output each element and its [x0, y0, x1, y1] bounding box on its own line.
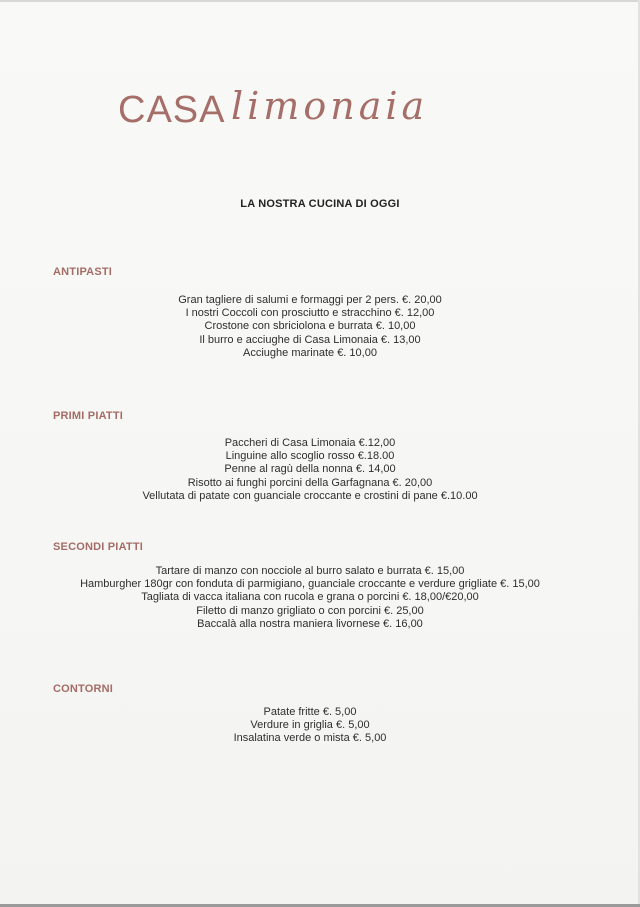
menu-item: Baccalà alla nostra maniera livornese €. 16,00 [197, 617, 423, 630]
section-title-antipasti: ANTIPASTI [53, 266, 113, 278]
section-title-secondi: SECONDI PIATTI [53, 541, 143, 553]
menu-item: Acciughe marinate €. 10,00 [243, 346, 377, 359]
menu-item: Risotto ai funghi porcini della Garfagnana €. 20,00 [187, 476, 433, 489]
menu-item: Paccheri di Casa Limonaia €.12,00 [224, 437, 396, 449]
section-title-primi: PRIMI PIATTI [53, 410, 124, 422]
menu-item: Insalatina verde o mista €. 5,00 [233, 732, 387, 745]
menu-item: Il burro e acciughe di Casa Limonaia €. 13,00 [199, 333, 421, 346]
menu-item: Patate fritte €. 5,00 [263, 706, 357, 718]
section-items-primi [0, 437, 620, 503]
section-items-secondi [0, 565, 620, 631]
menu-item: Gran tagliere di salumi e formaggi per 2 pers. €. 20,00 [178, 294, 442, 306]
top-border [0, 0, 640, 2]
menu-item: I nostri Coccoli con prosciutto e stracchino €. 12,00 [185, 307, 435, 320]
menu-item: Verdure in griglia €. 5,00 [250, 719, 370, 732]
menu-item: Filetto di manzo grigliato o con porcini €. 25,00 [196, 604, 424, 617]
menu-item: Penne al ragù della nonna €. 14,00 [224, 463, 396, 476]
menu-item: Crostone con sbriciolona e burrata €. 10,00 [204, 320, 416, 333]
section-items-contorni [0, 706, 620, 746]
page-title: LA NOSTRA CUCINA DI OGGI [240, 198, 400, 210]
section-title-contorni: CONTORNI [53, 683, 114, 695]
menu-item: Linguine allo scoglio rosso €.18.00 [225, 450, 395, 463]
logo-script-text: limonaia [231, 84, 429, 128]
logo-casa-text: CASA [118, 89, 226, 131]
menu-item: Vellutata di patate con guanciale croccante e crostini di pane €.10.00 [142, 489, 478, 502]
menu-item: Tartare di manzo con nocciole al burro salato e burrata €. 15,00 [155, 565, 465, 577]
section-items-antipasti [0, 294, 620, 360]
menu-item: Hamburgher 180gr con fonduta di parmigiano, guanciale croccante e verdure grigliate €. 15,00 [80, 578, 540, 591]
menu-item: Tagliata di vacca italiana con rucola e grana o porcini €. 18,00/€20,00 [141, 591, 479, 604]
